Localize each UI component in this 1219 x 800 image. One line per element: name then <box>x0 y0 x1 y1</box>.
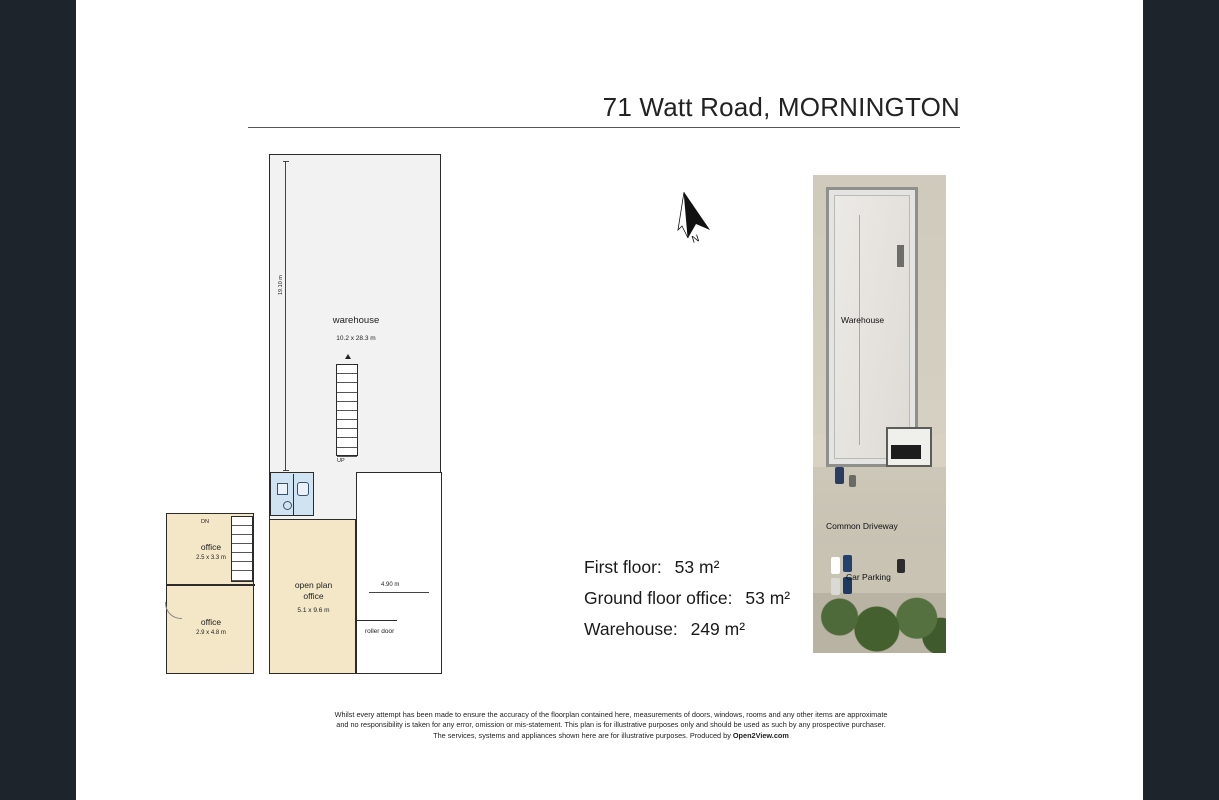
aerial-car <box>831 557 840 574</box>
aerial-warehouse-roof <box>826 187 918 467</box>
aerial-roof-vent <box>897 245 904 267</box>
basin-icon <box>283 501 292 510</box>
aerial-car <box>835 467 844 484</box>
first-floor-offices-block <box>166 513 254 674</box>
compass-needle-icon <box>676 190 736 260</box>
area-label-ground-floor-office: Ground floor office: <box>584 588 733 608</box>
area-label-warehouse: Warehouse: <box>584 619 678 639</box>
aerial-annex-shadow <box>891 445 921 459</box>
area-value-warehouse: 249 m² <box>690 619 746 639</box>
roller-door-label: roller door <box>365 628 395 635</box>
disclaimer-line-3: The services, systems and appliances shown here are for illustrative purposes. Produced by <box>433 730 733 740</box>
stair-down-label: DN <box>201 519 209 525</box>
aerial-car <box>897 559 905 573</box>
warehouse-room-label: warehouse <box>332 315 380 326</box>
area-row <box>584 614 790 645</box>
office-dividing-wall <box>167 584 255 586</box>
open-plan-office-dimensions: 5.1 x 9.6 m <box>297 607 330 614</box>
area-value-first-floor: 53 m² <box>674 557 720 577</box>
open-plan-office-label-line2: office <box>303 591 324 601</box>
producer-name: Open2View.com <box>732 730 789 740</box>
area-row <box>584 583 790 614</box>
title-underline <box>248 92 960 128</box>
stair-direction-arrow-icon <box>345 354 351 359</box>
warehouse-horizontal-dimension-line <box>369 592 429 593</box>
aerial-site-photo <box>813 175 946 653</box>
disclaimer-line-1: Whilst every attempt has been made to ensure the accuracy of the floorplan contained here, measurements of doors, windows, rooms and any other items are approximate <box>334 710 888 719</box>
warehouse-horizontal-dimension-label: 4.90 m <box>381 582 400 588</box>
office-upper-label: office <box>200 542 222 552</box>
aerial-car <box>843 555 852 572</box>
stair-corridor <box>356 472 442 674</box>
area-value-ground-floor-office: 53 m² <box>745 588 791 608</box>
office-upper-dimensions: 2.5 x 3.3 m <box>196 555 226 561</box>
ground-stair-run <box>336 364 358 456</box>
disclaimer-text <box>186 710 1036 741</box>
sink-icon <box>277 483 288 495</box>
toilet-icon <box>297 482 309 496</box>
stair-up-label: UP <box>337 458 345 464</box>
area-label-first-floor: First floor: <box>584 557 662 577</box>
compass-north-label: N <box>690 233 701 246</box>
aerial-tree-canopy <box>813 593 946 653</box>
area-row <box>584 552 790 583</box>
page-title: 71 Watt Road, MORNINGTON <box>602 92 960 122</box>
aerial-roof-ridge <box>859 215 860 445</box>
warehouse-vertical-dimension-label: 19.10 m <box>278 275 284 295</box>
floorplan-drawing <box>196 154 549 674</box>
bathroom-area <box>270 472 314 516</box>
aerial-car <box>831 578 840 595</box>
area-summary <box>584 552 790 645</box>
open-plan-office-label <box>270 580 357 602</box>
aerial-roof-surface <box>834 195 910 459</box>
aerial-car <box>849 475 856 487</box>
office-lower-label: office <box>200 617 222 627</box>
roller-door-symbol <box>357 620 397 621</box>
compass-rose <box>676 190 736 260</box>
open-plan-office-label-line1: open plan <box>294 580 333 590</box>
bathroom-divider <box>293 474 294 516</box>
warehouse-room-dimensions: 10.2 x 28.3 m <box>336 335 376 342</box>
office-lower-dimensions: 2.9 x 4.8 m <box>196 630 226 636</box>
open-plan-office-room <box>269 519 356 674</box>
aerial-label-warehouse: Warehouse <box>841 315 885 325</box>
disclaimer-line-2: and no responsibility is taken for any error, omission or mis-statement. This plan is for illustrative purposes only and should be used as such by any prospective purchaser. <box>336 720 886 730</box>
document-page <box>76 0 1143 800</box>
aerial-label-common-driveway: Common Driveway <box>826 521 898 531</box>
aerial-label-car-parking: Car Parking <box>846 572 891 582</box>
